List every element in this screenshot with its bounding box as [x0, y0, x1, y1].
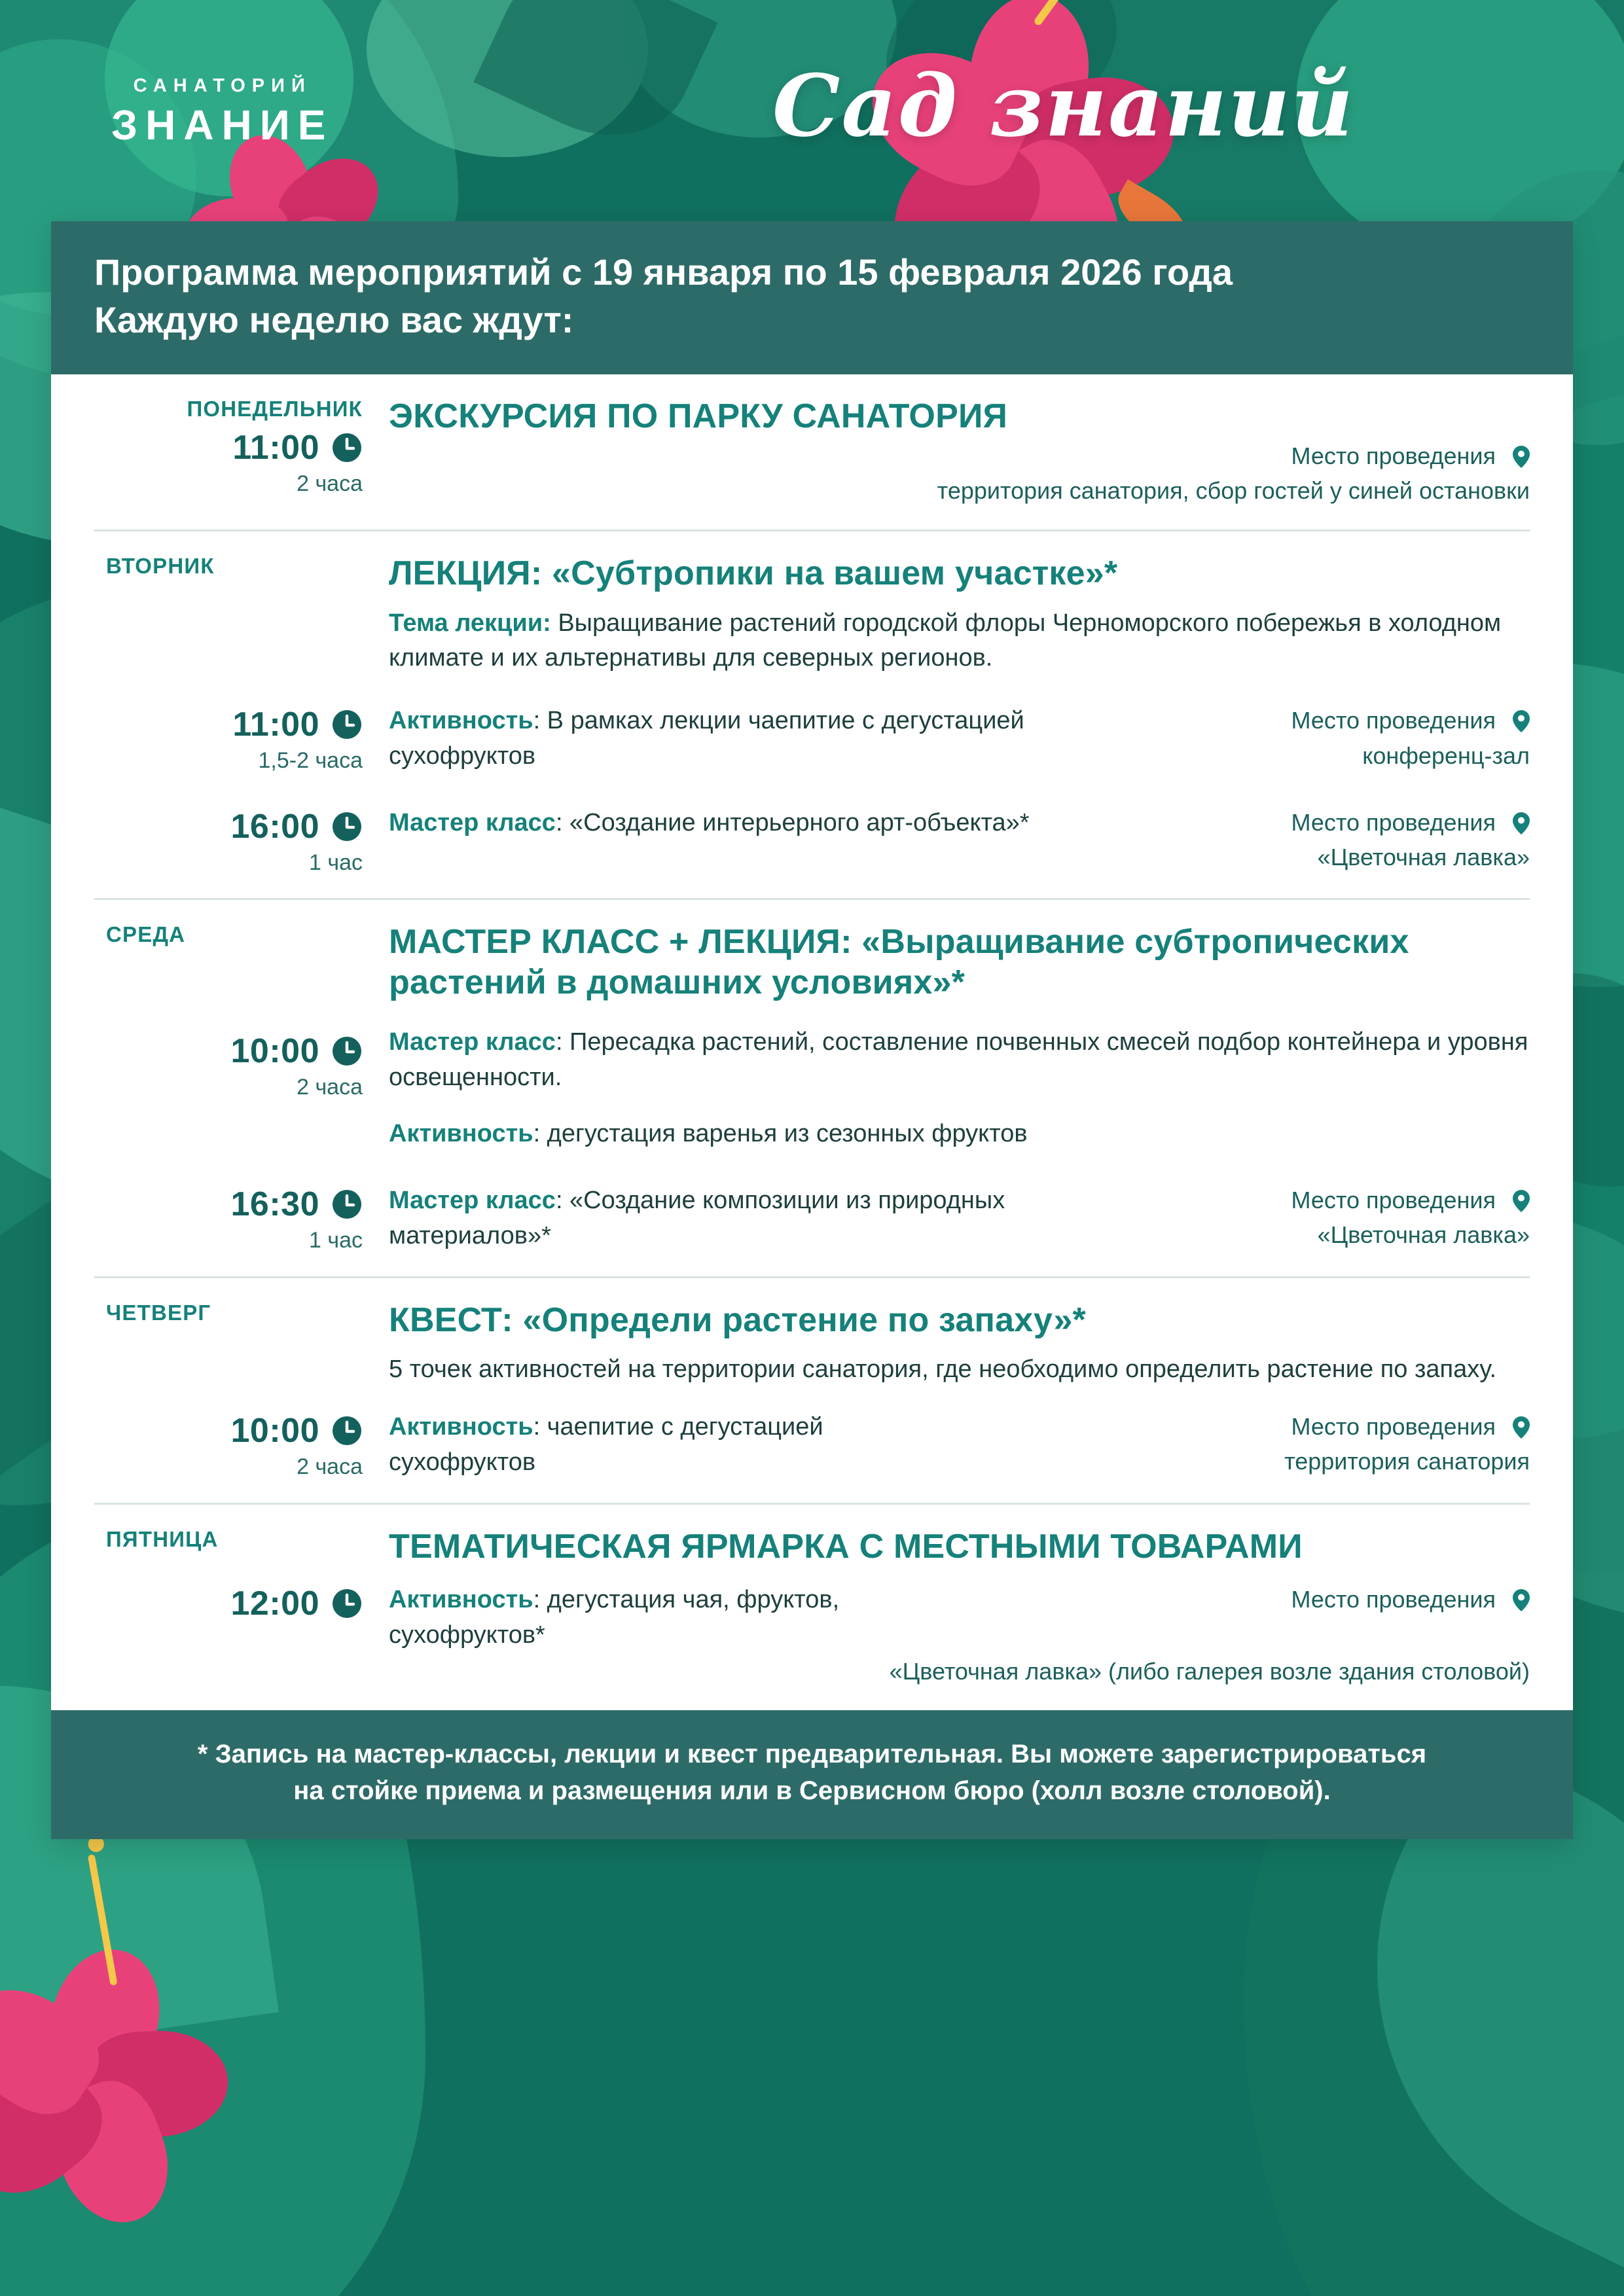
thursday-description: 5 точек активностей на территории санатория, где необходимо определить растение по запаху.	[389, 1355, 1497, 1384]
location-pin-icon	[1513, 1187, 1530, 1210]
description-label: Тема лекции:	[389, 609, 551, 637]
day-label-tuesday: ВТОРНИК	[106, 554, 215, 579]
location-pin-icon	[1513, 810, 1530, 832]
schedule-card	[51, 221, 1573, 1839]
schedule-body	[51, 374, 1573, 1711]
day-label-friday: ПЯТНИЦА	[106, 1527, 219, 1552]
activity-text: : чаепитие с дегустацией сухофруктов	[389, 1413, 823, 1477]
thursday-time-1	[94, 1405, 382, 1480]
day-label-thursday: ЧЕТВЕРГ	[106, 1300, 211, 1325]
thursday-row-1	[382, 1405, 1530, 1480]
duration-value: 2 часа	[297, 471, 363, 496]
place-value: территория санатория	[1284, 1448, 1530, 1475]
thursday-place-1	[1189, 1410, 1530, 1478]
activity-text: : «Создание композиции из природных материалов»*	[389, 1186, 1005, 1249]
day-row-friday	[94, 1505, 1530, 1710]
tuesday-time-1	[94, 698, 382, 774]
friday-time-1	[94, 1577, 382, 1688]
friday-label-column	[94, 1527, 382, 1567]
clock-icon	[331, 709, 363, 740]
thursday-heading	[382, 1300, 1530, 1388]
day-label-monday: ПОНЕДЕЛЬНИК	[187, 396, 363, 421]
place-label: Место проведения	[1291, 442, 1496, 469]
monday-time-column	[94, 397, 382, 497]
tuesday-row-2	[382, 800, 1530, 876]
location-pin-icon	[1513, 1414, 1530, 1436]
place-label: Место проведения	[1291, 1413, 1496, 1441]
event-title-monday: ЭКСКУРСИЯ ПО ПАРКУ САНАТОРИЯ	[389, 397, 1008, 435]
activity-label: Активность	[389, 707, 533, 735]
place-value: территория санатория, сбор гостей у синей остановки	[937, 477, 1530, 505]
activity-text: : дегустация чая, фруктов, сухофруктов*	[389, 1586, 840, 1649]
wednesday-heading	[382, 922, 1530, 1003]
time-value: 16:30	[230, 1185, 319, 1223]
clock-icon	[331, 811, 363, 842]
time-value: 10:00	[230, 1412, 319, 1450]
card-header	[51, 221, 1573, 374]
activity-label: Мастер класс	[389, 1028, 556, 1056]
place-label: Место проведения	[1291, 1186, 1496, 1213]
tuesday-heading	[382, 554, 1530, 676]
event-title-thursday: КВЕСТ: «Определи растение по запаху»*	[389, 1300, 1086, 1339]
day-row-monday	[94, 374, 1530, 532]
place-label: Место проведения	[1291, 707, 1496, 734]
duration-value: 1,5-2 часа	[258, 748, 363, 774]
event-title-wednesday: МАСТЕР КЛАСС + ЛЕКЦИЯ: «Выращивание субтропических растений в домашних условиях»*	[389, 923, 1409, 1001]
logo-title: ЗНАНИЕ	[111, 101, 334, 149]
monday-slot-1	[94, 428, 363, 497]
day-label-wednesday: СРЕДА	[106, 922, 186, 947]
time-value: 11:00	[232, 428, 319, 467]
activity-label: Мастер класс	[389, 809, 556, 837]
clock-icon	[331, 1415, 363, 1446]
day-row-tuesday	[94, 531, 1530, 900]
poster-header	[0, 0, 1624, 216]
friday-place-1	[1281, 1583, 1530, 1616]
place-value: конференц-зал	[1362, 742, 1530, 769]
card-footer	[51, 1710, 1573, 1839]
event-title-tuesday: ЛЕКЦИЯ: «Субтропики на вашем участке»*	[389, 554, 1118, 593]
wednesday-place-2	[1189, 1183, 1530, 1251]
tuesday-place-1	[1189, 704, 1530, 772]
duration-value: 2 часа	[297, 1075, 363, 1100]
day-row-wednesday	[94, 900, 1530, 1278]
footer-line-2: на стойке приема и размещения или в Сервисном бюро (холл возле столовой).	[293, 1776, 1331, 1805]
time-value: 10:00	[230, 1032, 319, 1071]
place-value: «Цветочная лавка»	[1317, 1221, 1530, 1249]
event-title-friday: ТЕМАТИЧЕСКАЯ ЯРМАРКА С МЕСТНЫМИ ТОВАРАМИ	[389, 1528, 1303, 1566]
time-value: 11:00	[232, 706, 319, 744]
friday-place-value: «Цветочная лавка» (либо галерея возле здания столовой)	[889, 1658, 1530, 1685]
activity-text: : В рамках лекции чаепитие с дегустацией сухофруктов	[389, 707, 1024, 770]
activity-text: : «Создание интерьерного арт-объекта»*	[555, 809, 1030, 837]
friday-row-1	[382, 1577, 1530, 1688]
place-value: «Цветочная лавка»	[1317, 844, 1530, 871]
thursday-label-column	[94, 1300, 382, 1388]
wednesday-time-1	[94, 1025, 382, 1152]
tuesday-row-1	[382, 698, 1530, 774]
activity-text: : Пересадка растений, составление почвенных смесей подбор контейнера и уровня освещенности.	[389, 1028, 1528, 1092]
activity-label: Активность	[389, 1586, 533, 1614]
activity-label-secondary: Активность	[389, 1119, 533, 1147]
logo-subtitle: САНАТОРИЙ	[133, 75, 312, 96]
tuesday-label-column	[94, 554, 382, 676]
day-row-thursday	[94, 1278, 1530, 1505]
tuesday-place-2	[1189, 806, 1530, 874]
program-subtitle: Каждую неделю вас ждут:	[94, 298, 574, 340]
clock-icon	[331, 432, 363, 463]
place-label: Место проведения	[1291, 1586, 1496, 1613]
tuesday-description	[389, 606, 1530, 677]
description-text: Выращивание растений городской флоры Черноморского побережья в холодном климате и их альтернативы для северных регионов.	[389, 609, 1502, 672]
friday-heading	[382, 1527, 1530, 1567]
wednesday-row-1	[382, 1025, 1530, 1152]
footer-line-1: * Запись на мастер-классы, лекции и квест предварительная. Вы можете зарегистрироваться	[197, 1740, 1427, 1769]
time-value: 16:00	[230, 808, 319, 846]
duration-value: 1 час	[309, 1227, 363, 1253]
activity-text-secondary: : дегустация варенья из сезонных фруктов	[533, 1119, 1028, 1147]
poster-title: Сад знаний	[772, 56, 1355, 156]
wednesday-time-2	[94, 1178, 382, 1254]
duration-value: 2 часа	[297, 1454, 363, 1480]
clock-icon	[331, 1035, 363, 1067]
wednesday-label-column	[94, 922, 382, 1003]
brand-logo	[111, 75, 333, 149]
location-pin-icon	[1513, 1587, 1530, 1609]
place-label: Место проведения	[1291, 809, 1496, 836]
clock-icon	[331, 1189, 363, 1220]
monday-content	[382, 397, 1530, 508]
duration-value: 1 час	[309, 850, 363, 876]
program-period: Программа мероприятий с 19 января по 15 февраля 2026 года	[94, 251, 1233, 293]
activity-label: Мастер класс	[389, 1186, 556, 1214]
wednesday-row-2	[382, 1178, 1530, 1254]
monday-place	[389, 439, 1530, 507]
location-pin-icon	[1513, 443, 1530, 465]
time-value: 12:00	[230, 1585, 319, 1623]
tuesday-time-2	[94, 800, 382, 876]
location-pin-icon	[1513, 708, 1530, 730]
activity-label: Активность	[389, 1413, 533, 1441]
clock-icon	[331, 1588, 363, 1619]
